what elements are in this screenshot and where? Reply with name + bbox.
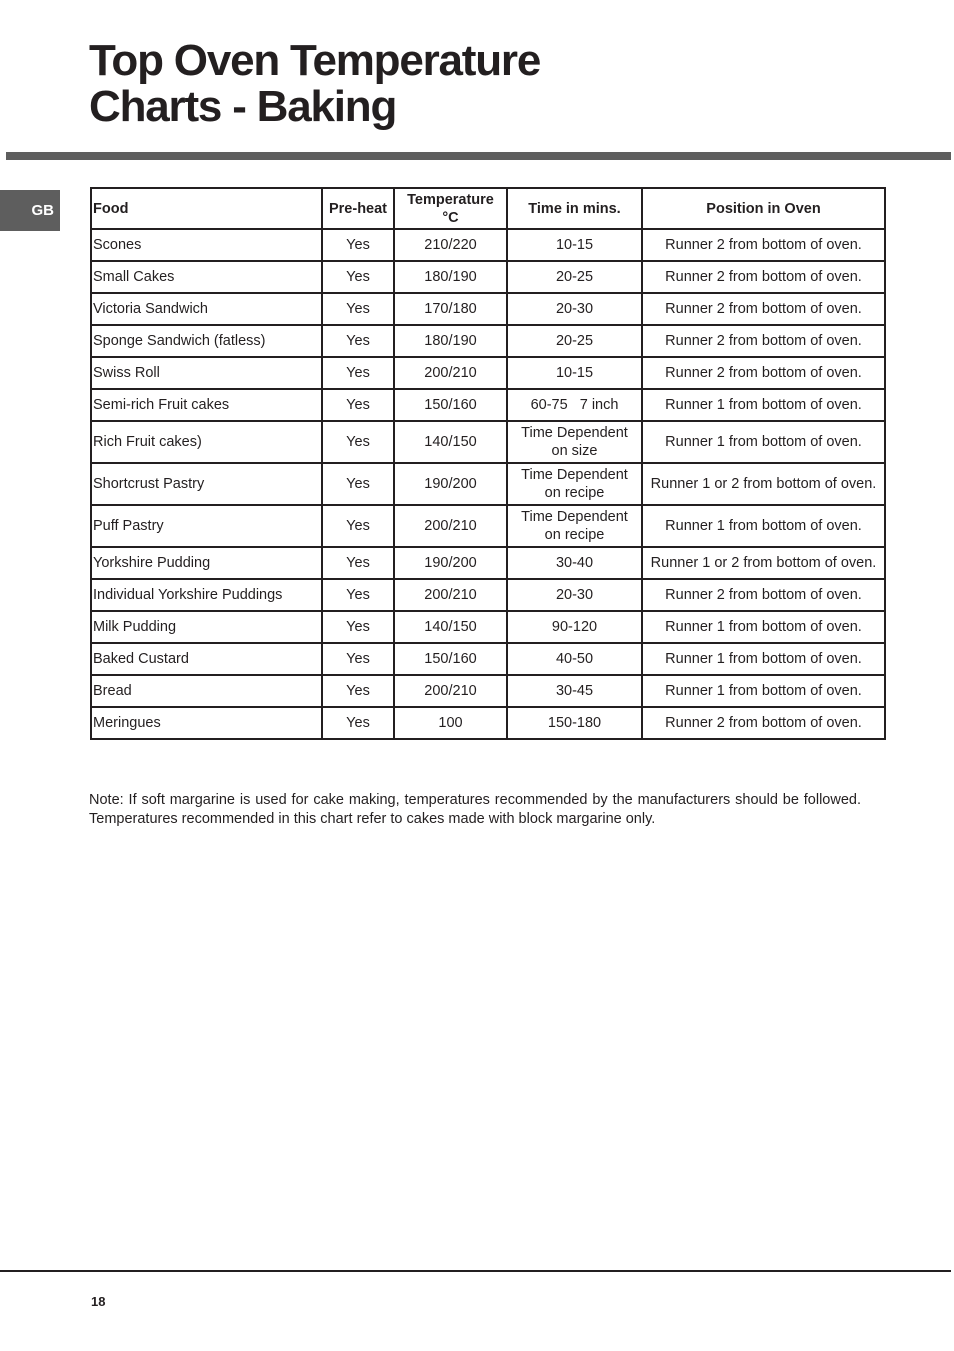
cell-preheat: Yes: [322, 611, 394, 643]
cell-time: 10-15: [507, 229, 642, 261]
cell-preheat: Yes: [322, 463, 394, 505]
cell-position: Runner 2 from bottom of oven.: [642, 261, 885, 293]
cell-time: Time Dependent on size: [507, 421, 642, 463]
cell-position: Runner 2 from bottom of oven.: [642, 293, 885, 325]
cell-position: Runner 2 from bottom of oven.: [642, 579, 885, 611]
cell-temperature: 200/210: [394, 579, 507, 611]
cell-preheat: Yes: [322, 579, 394, 611]
table-row: [91, 325, 885, 357]
page-number: 18: [91, 1294, 106, 1309]
cell-food: Sponge Sandwich (fatless): [91, 325, 322, 357]
cell-time: 20-25: [507, 261, 642, 293]
table-row: [91, 229, 885, 261]
cell-food: Swiss Roll: [91, 357, 322, 389]
cell-position: Runner 1 or 2 from bottom of oven.: [642, 463, 885, 505]
page-title: Top Oven Temperature Charts - Baking: [89, 36, 541, 131]
cell-food: Bread: [91, 675, 322, 707]
cell-temperature: 190/200: [394, 463, 507, 505]
cell-temperature: 200/210: [394, 357, 507, 389]
cell-preheat: Yes: [322, 325, 394, 357]
table-row: [91, 707, 885, 739]
cell-preheat: Yes: [322, 357, 394, 389]
cell-food: Victoria Sandwich: [91, 293, 322, 325]
table-row: [91, 261, 885, 293]
footer-rule: [0, 1270, 951, 1272]
cell-position: Runner 2 from bottom of oven.: [642, 707, 885, 739]
cell-temperature: 100: [394, 707, 507, 739]
table-row: [91, 463, 885, 505]
cell-preheat: Yes: [322, 707, 394, 739]
cell-food: Semi-rich Fruit cakes: [91, 389, 322, 421]
cell-food: Puff Pastry: [91, 505, 322, 547]
cell-preheat: Yes: [322, 421, 394, 463]
table-row: [91, 547, 885, 579]
table-row: [91, 611, 885, 643]
cell-preheat: Yes: [322, 229, 394, 261]
cell-time: 150-180: [507, 707, 642, 739]
cell-time: 20-30: [507, 579, 642, 611]
cell-preheat: Yes: [322, 389, 394, 421]
header-rule: [6, 152, 951, 160]
cell-temperature: 140/150: [394, 421, 507, 463]
table-row: [91, 505, 885, 547]
cell-time: 60-75 7 inch: [507, 389, 642, 421]
header-time: Time in mins.: [507, 188, 642, 229]
cell-position: Runner 1 from bottom of oven.: [642, 611, 885, 643]
cell-preheat: Yes: [322, 505, 394, 547]
cell-food: Shortcrust Pastry: [91, 463, 322, 505]
cell-food: Yorkshire Pudding: [91, 547, 322, 579]
cell-time: 90-120: [507, 611, 642, 643]
table-header-row: [91, 188, 885, 229]
baking-temperature-table: [90, 187, 886, 740]
cell-time: 20-25: [507, 325, 642, 357]
cell-temperature: 190/200: [394, 547, 507, 579]
margarine-note: Note: If soft margarine is used for cake making, temperatures recommended by the manufacturers should be followed. Temperatures recommended in this chart refer to cakes made with block margarine only.: [89, 792, 861, 827]
cell-position: Runner 2 from bottom of oven.: [642, 325, 885, 357]
header-food: Food: [91, 188, 322, 229]
cell-time: 10-15: [507, 357, 642, 389]
cell-food: Meringues: [91, 707, 322, 739]
header-temperature: Temperature °C: [394, 188, 507, 229]
cell-food: Scones: [91, 229, 322, 261]
cell-position: Runner 1 from bottom of oven.: [642, 643, 885, 675]
cell-temperature: 200/210: [394, 505, 507, 547]
table-row: [91, 357, 885, 389]
cell-temperature: 180/190: [394, 261, 507, 293]
cell-position: Runner 1 from bottom of oven.: [642, 421, 885, 463]
cell-time: Time Dependent on recipe: [507, 463, 642, 505]
cell-time: 20-30: [507, 293, 642, 325]
cell-preheat: Yes: [322, 261, 394, 293]
cell-temperature: 140/150: [394, 611, 507, 643]
table-row: [91, 421, 885, 463]
cell-position: Runner 2 from bottom of oven.: [642, 357, 885, 389]
header-preheat: Pre-heat: [322, 188, 394, 229]
cell-position: Runner 1 from bottom of oven.: [642, 505, 885, 547]
cell-preheat: Yes: [322, 547, 394, 579]
cell-temperature: 150/160: [394, 643, 507, 675]
cell-preheat: Yes: [322, 675, 394, 707]
cell-food: Milk Pudding: [91, 611, 322, 643]
cell-temperature: 170/180: [394, 293, 507, 325]
cell-temperature: 200/210: [394, 675, 507, 707]
table-row: [91, 675, 885, 707]
language-tab: GB: [0, 190, 60, 231]
cell-position: Runner 1 from bottom of oven.: [642, 389, 885, 421]
cell-time: 40-50: [507, 643, 642, 675]
table-body: [91, 229, 885, 739]
cell-preheat: Yes: [322, 293, 394, 325]
cell-temperature: 180/190: [394, 325, 507, 357]
table-row: [91, 389, 885, 421]
cell-position: Runner 1 or 2 from bottom of oven.: [642, 547, 885, 579]
cell-food: Small Cakes: [91, 261, 322, 293]
cell-preheat: Yes: [322, 643, 394, 675]
cell-food: Rich Fruit cakes): [91, 421, 322, 463]
cell-time: Time Dependent on recipe: [507, 505, 642, 547]
table-row: [91, 293, 885, 325]
cell-time: 30-45: [507, 675, 642, 707]
cell-food: Individual Yorkshire Puddings: [91, 579, 322, 611]
cell-temperature: 210/220: [394, 229, 507, 261]
table-row: [91, 643, 885, 675]
cell-food: Baked Custard: [91, 643, 322, 675]
cell-position: Runner 1 from bottom of oven.: [642, 675, 885, 707]
cell-time: 30-40: [507, 547, 642, 579]
cell-position: Runner 2 from bottom of oven.: [642, 229, 885, 261]
table-row: [91, 579, 885, 611]
header-position: Position in Oven: [642, 188, 885, 229]
cell-temperature: 150/160: [394, 389, 507, 421]
